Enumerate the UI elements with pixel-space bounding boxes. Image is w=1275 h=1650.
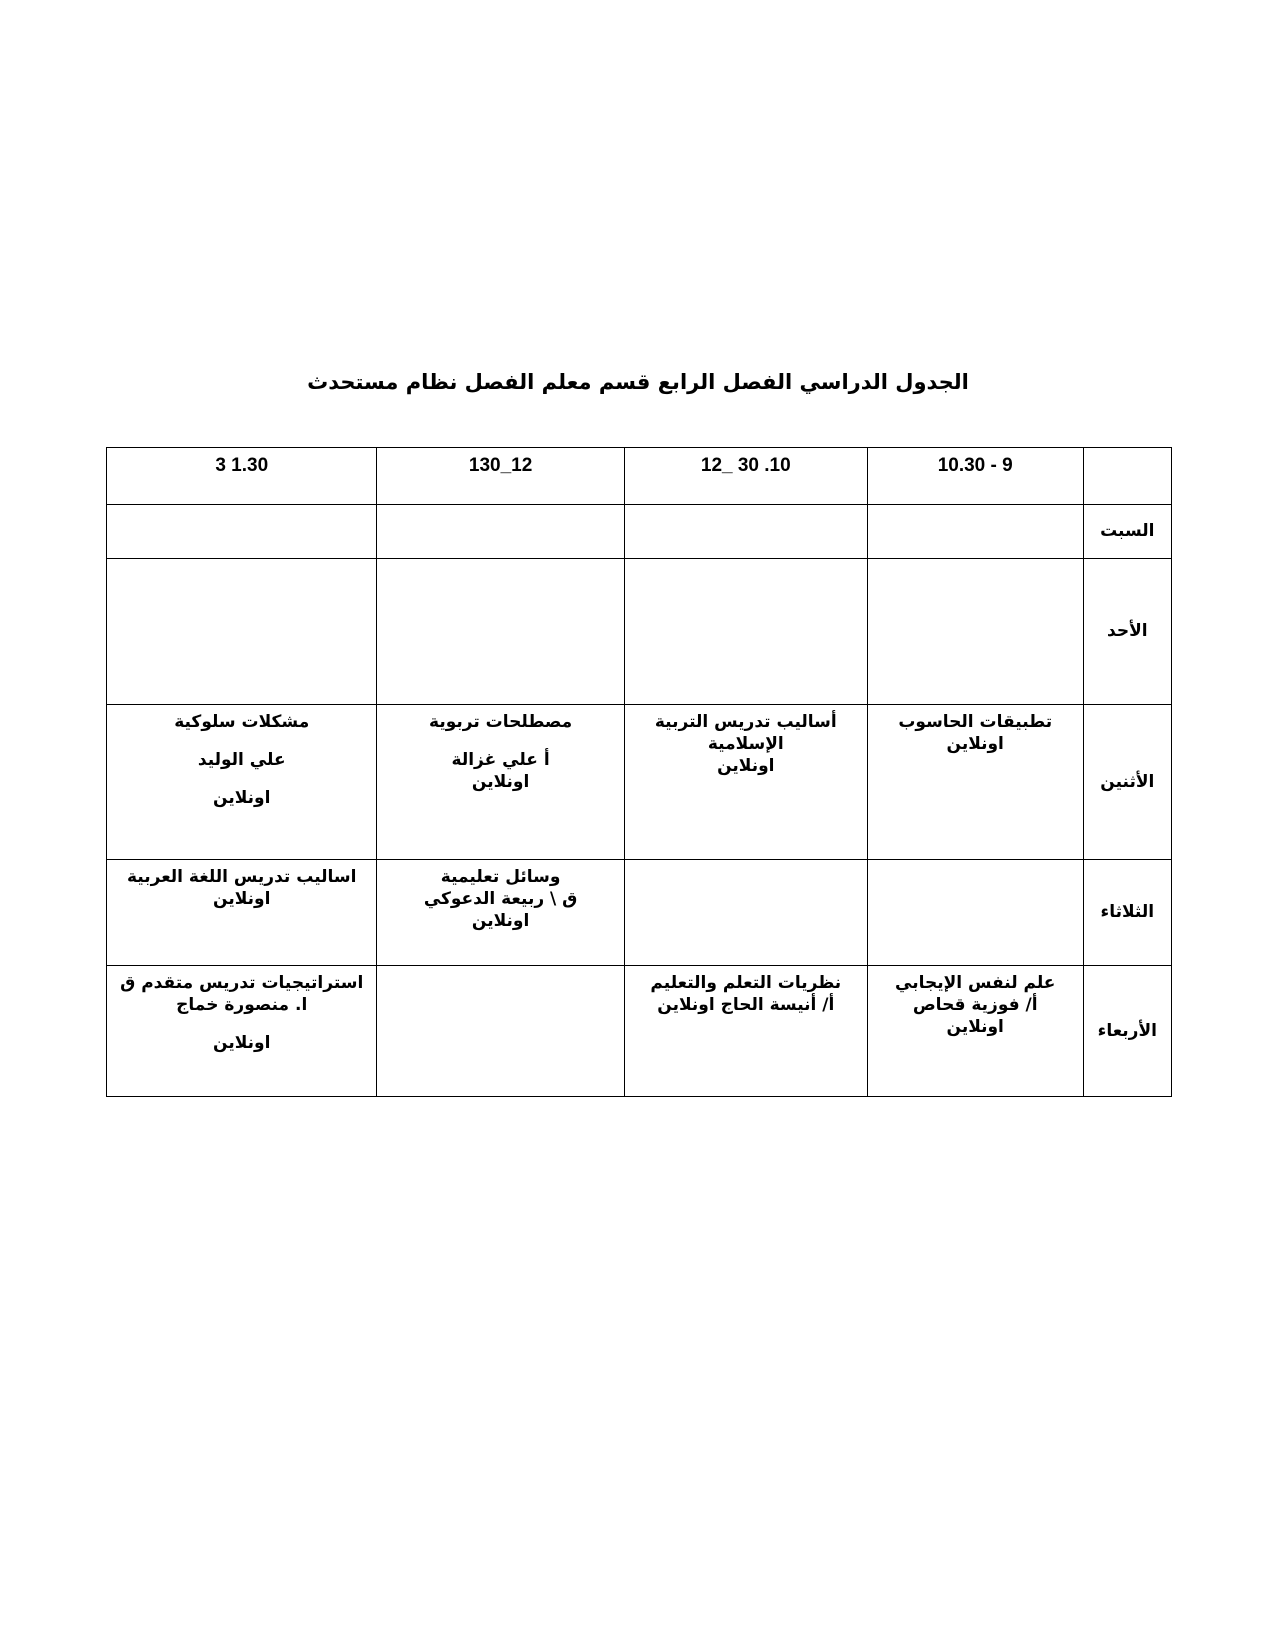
mode-label: اونلاين [213, 1033, 271, 1054]
row-wednesday [107, 966, 1172, 1097]
time-slot-header: 12_ 30 .10 [624, 448, 867, 505]
schedule-cell [377, 966, 624, 1097]
mode-label: اونلاين [946, 1017, 1004, 1038]
day-label-sunday: الأحد [1083, 559, 1171, 705]
mode-label: اونلاين [717, 756, 775, 777]
row-monday [107, 705, 1172, 860]
time-slot-header: 3 1.30 [107, 448, 377, 505]
instructor-name: ق \ ربيعة الدعوكي [423, 889, 578, 910]
schedule-cell [624, 860, 867, 966]
course-name: نظريات التعلم والتعليم [650, 973, 842, 993]
schedule-cell [867, 860, 1083, 966]
course-name: اساليب تدريس اللغة العربية [126, 867, 357, 887]
mode-label: اونلاين [471, 772, 530, 793]
day-label-tuesday: الثلاثاء [1083, 860, 1171, 966]
row-tuesday [107, 860, 1172, 966]
time-slot-header: 130_12 [377, 448, 624, 505]
header-row [107, 448, 1172, 505]
instructor-name: أ علي غزالة [451, 750, 550, 771]
mode-label: اونلاين [213, 889, 271, 910]
time-slot-header: 10.30 - 9 [867, 448, 1083, 505]
schedule-cell [867, 559, 1083, 705]
day-label-saturday: السبت [1083, 505, 1171, 559]
row-saturday [107, 505, 1172, 559]
schedule-cell [107, 505, 377, 559]
instructor-name: ا. منصورة خماج [176, 995, 308, 1016]
schedule-cell [867, 705, 1083, 860]
page-title: الجدول الدراسي الفصل الرابع قسم معلم الفصل نظام مستحدث [307, 370, 969, 394]
course-name: مصطلحات تربوية [429, 712, 573, 732]
schedule-cell [377, 559, 624, 705]
schedule-table [106, 447, 1172, 1097]
course-name: أساليب تدريس التربية [654, 712, 837, 732]
course-name: علم لنفس الإيجابي [895, 973, 1056, 993]
instructor-name: أ/ أنيسة الحاج اونلاين [657, 995, 835, 1016]
instructor-name: علي الوليد [197, 750, 286, 771]
schedule-cell [107, 860, 377, 966]
schedule-cell [377, 860, 624, 966]
schedule-cell [624, 705, 867, 860]
schedule-cell [867, 966, 1083, 1097]
schedule-cell [377, 505, 624, 559]
schedule-cell [107, 559, 377, 705]
course-name: وسائل تعليمية [440, 867, 561, 887]
schedule-cell [107, 966, 377, 1097]
schedule-cell [624, 505, 867, 559]
schedule-cell [107, 705, 377, 860]
schedule-cell [624, 966, 867, 1097]
mode-label: اونلاين [213, 788, 271, 809]
day-label-monday: الأثنين [1083, 705, 1171, 860]
corner-cell [1083, 448, 1171, 505]
mode-label: اونلاين [946, 734, 1004, 755]
schedule-cell [624, 559, 867, 705]
schedule-cell [377, 705, 624, 860]
row-sunday [107, 559, 1172, 705]
day-label-wednesday: الأربعاء [1083, 966, 1171, 1097]
course-name: استراتيجيات تدريس متقدم ق [120, 973, 364, 993]
mode-label: اونلاين [471, 911, 530, 932]
course-name: تطبيقات الحاسوب [898, 712, 1053, 732]
instructor-name: أ/ فوزية قحاص [912, 995, 1038, 1016]
course-name-cont: الإسلامية [707, 734, 784, 755]
course-name: مشكلات سلوكية [174, 712, 310, 732]
schedule-cell [867, 505, 1083, 559]
